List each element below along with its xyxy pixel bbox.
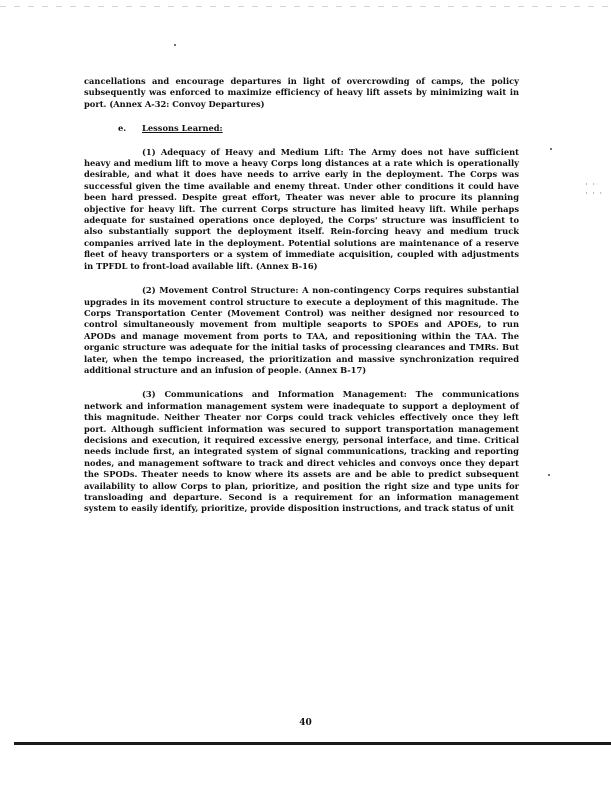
- section-title: Lessons Learned:: [142, 123, 223, 134]
- document-body: [84, 76, 519, 523]
- section-letter: e.: [118, 123, 127, 134]
- scan-edge-artifact: [0, 6, 611, 7]
- paragraph-heavy-medium-lift: (1) Adequacy of Heavy and Medium Lift: The Army does not have sufficient heavy and medium lift to move a heavy Corps long distances at a rate which is operationally desirable, and what it does have needs to arrive early in the deployment. The Corps was successful given the time available and enemy threat. Under other conditions it could have been hard pressed. Despite great effort, Theater was never able to procure its planning objective for heavy lift. The current Corps structure has limited heavy lift. While perhaps adequate for sustained operations once deployed, the Corps' structure was insufficient to also substantially support the deployment itself. Rein-forcing heavy and medium truck companies arrived late in the deployment. Potential solutions are maintenance of a reserve fleet of heavy transporters or a system of immediate acquisition, coupled with adjustments in TPFDL to front-load available lift. (Annex B-16): [84, 146, 519, 271]
- intro-text: cancellations and encourage departures in light of overcrowding of camps, the policy subsequently was enforced to maximize efficiency of heavy lift assets by minimizing wait in port. (Annex A-32: Convoy Departures): [84, 76, 519, 109]
- bottom-rule: [14, 742, 611, 745]
- scan-speck: [550, 148, 552, 150]
- margin-marks: · · · · ·: [585, 180, 603, 198]
- section-heading: [118, 123, 519, 134]
- paragraph-movement-control: (2) Movement Control Structure: A non-contingency Corps requires substantial upgrades in its movement control structure to execute a deployment of this magnitude. The Corps Transportation Center (Movement Control) was neither designed nor resourced to control simultaneously movement from multiple seaports to SPOEs and APOEs, to run APODs and manage movement from ports to TAA, and repositioning within the TAA. The organic structure was adequate for the initial tasks of processing clearances and TMRs. But later, when the tempo increased, the prioritization and massive synchronization required additional structure and an infusion of people. (Annex B-17): [84, 285, 519, 375]
- page-number: 40: [299, 718, 312, 728]
- intro-paragraph: [84, 76, 519, 110]
- paragraph-communications: (3) Communications and Information Management: The communications network and information management system were inadequate to support a deployment of this magnitude. Neither Theater nor Corps could track vehicles effectively once they left port. Although sufficient information was secured to support transportation management decisions and execution, it required excessive energy, personal interface, and time. Critical needs include first, an integrated system of signal communications, tracking and reporting nodes, and management software to track and direct vehicles and convoys once they depart the SPODs. Theater needs to know where its assets are and be able to predict subsequent availability to allow Corps to plan, prioritize, and position the right size and type units for transloading and departure. Second is a requirement for an information management system to easily identify, prioritize, provide disposition instructions, and track status of unit: [84, 389, 519, 514]
- scan-speck: [548, 474, 550, 476]
- scan-speck: [174, 44, 176, 46]
